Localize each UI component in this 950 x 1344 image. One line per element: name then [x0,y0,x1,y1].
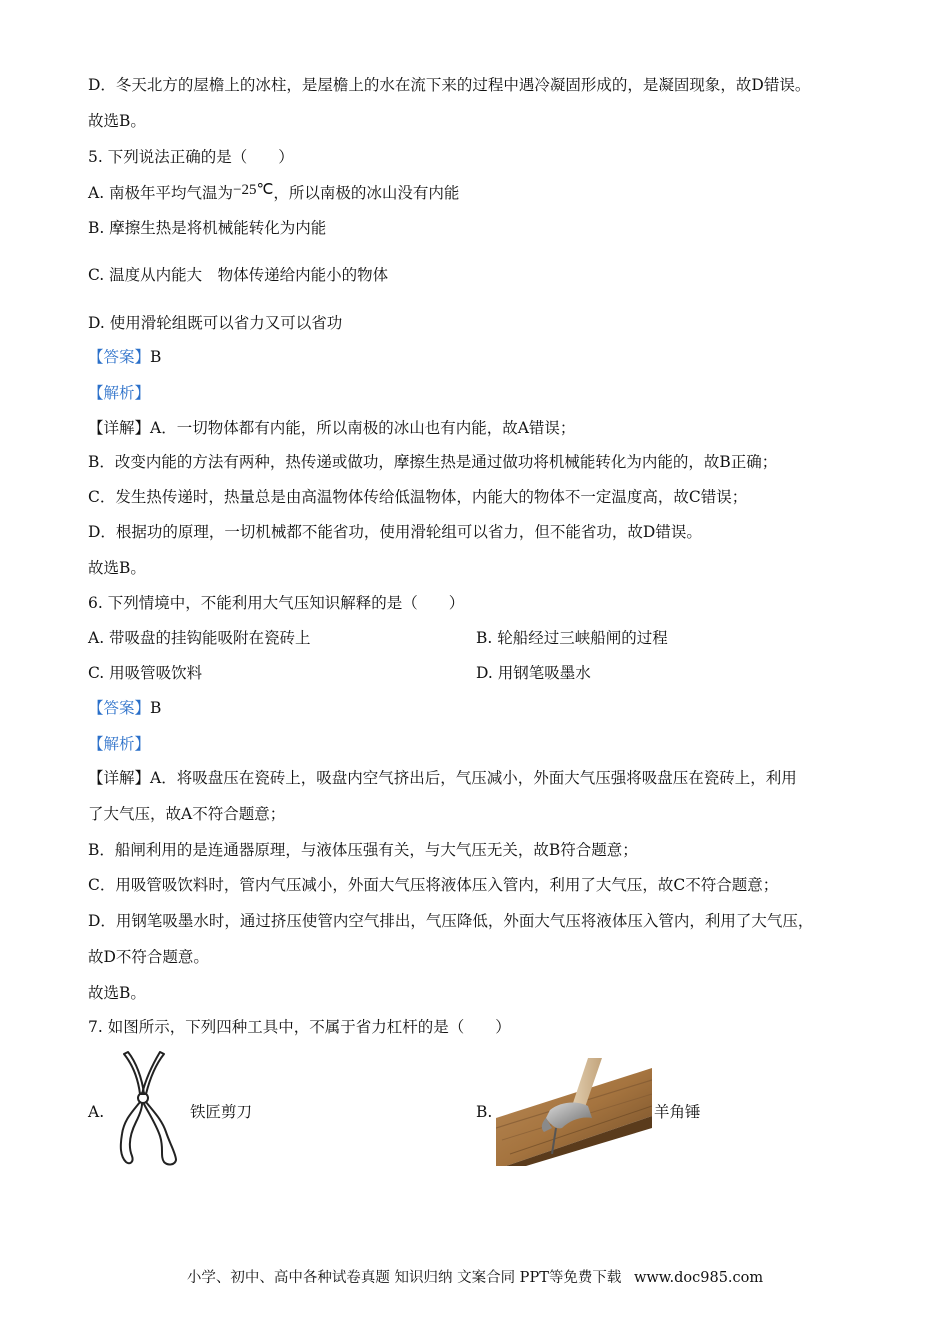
q5-option-a-temperature: −25℃ [233,182,274,198]
q5-option-b: B. 摩擦生热是将机械能转化为内能 [88,219,327,237]
q5-detail-a-text: A．一切物体都有内能，所以南极的冰山也有内能，故A错误； [150,419,576,437]
q6-conclusion: 故选B。 [88,984,146,1002]
q6-option-a: A. 带吸盘的挂钩能吸附在瓷砖上 [88,629,311,647]
q5-detail-a [88,417,575,439]
q5-option-a-post: ，所以南极的冰山没有内能 [273,184,460,202]
q7-option-a-label: A. [88,1103,105,1121]
q5-detail-c: C．发生热传递时，热量总是由高温物体传给低温物体，内能大的物体不一定温度高，故C错误； [88,488,748,506]
q6-detail-a-1 [88,767,797,789]
q5-answer [88,346,161,368]
q7-option-a-text: 铁匠剪刀 [190,1103,253,1121]
q5-answer-tag: 【答案】 [88,348,151,366]
q6-analysis-label: 【解析】 [88,735,151,753]
q7-option-b-label: B. [476,1103,493,1121]
page-footer [0,1268,950,1288]
q6-detail-a-2: 了大气压，故A不符合题意； [88,805,286,823]
q4-conclusion: 故选B。 [88,112,146,130]
q7-option-b-text: 羊角锤 [654,1103,701,1121]
q6-option-c: C. 用吸管吸饮料 [88,664,203,682]
q4-option-d-explanation: D．冬天北方的屋檐上的冰柱，是屋檐上的水在流下来的过程中遇冷凝固形成的，是凝固现象，故D错误。 [88,76,811,94]
q6-analysis-tag [88,733,150,755]
q5-analysis-label: 【解析】 [88,384,151,402]
footer-text: 小学、初中、高中各种试卷真题 知识归纳 文案合同 PPT等免费下载 [186,1270,622,1286]
q5-option-a [88,182,459,205]
q6-detail-tag: 【详解】 [88,769,151,787]
q5-detail-d: D．根据功的原理，一切机械都不能省功，使用滑轮组可以省力，但不能省功，故D错误。 [88,523,702,541]
q6-detail-d-1: D．用钢笔吸墨水时，通过挤压使管内空气排出，气压降低，外面大气压将液体压入管内，利用了大气压， [88,912,814,930]
q6-detail-a-text: A．将吸盘压在瓷砖上，吸盘内空气挤出后，气压减小，外面大气压强将吸盘压在瓷砖上，利用 [150,769,797,787]
blacksmith-scissors-icon [102,1048,182,1168]
q5-option-a-pre: A. 南极年平均气温为 [88,184,234,202]
q6-detail-b: B．船闸利用的是连通器原理，与液体压强有关，与大气压无关，故B符合题意； [88,841,638,859]
claw-hammer-icon [496,1058,652,1166]
q5-option-c: C. 温度从内能大 物体传递给内能小的物体 [88,266,389,284]
q6-option-b: B. 轮船经过三峡船闸的过程 [476,629,668,647]
q6-detail-d-2: 故D不符合题意。 [88,948,209,966]
hammer-figure [496,1058,652,1166]
q6-answer-value: B [150,699,162,717]
q5-detail-b: B．改变内能的方法有两种，热传递或做功，摩擦生热是通过做功将机械能转化为内能的，故B正确； [88,453,778,471]
q5-conclusion: 故选B。 [88,559,146,577]
q6-answer [88,697,161,719]
q6-answer-tag: 【答案】 [88,699,151,717]
q5-detail-tag: 【详解】 [88,419,151,437]
q5-answer-value: B [150,348,162,366]
scissors-figure [102,1048,182,1168]
q6-detail-c: C．用吸管吸饮料时，管内气压减小，外面大气压将液体压入管内，利用了大气压，故C不符合题意； [88,876,779,894]
q5-stem: 5. 下列说法正确的是（ ） [88,148,294,166]
q5-option-d: D. 使用滑轮组既可以省力又可以省功 [88,314,343,332]
q6-option-d: D. 用钢笔吸墨水 [476,664,591,682]
q7-stem: 7. 如图所示，下列四种工具中，不属于省力杠杆的是（ ） [88,1018,511,1036]
footer-url[interactable]: www.doc985.com [633,1270,764,1286]
q6-stem: 6. 下列情境中，不能利用大气压知识解释的是（ ） [88,594,465,612]
q5-analysis-tag [88,382,150,404]
